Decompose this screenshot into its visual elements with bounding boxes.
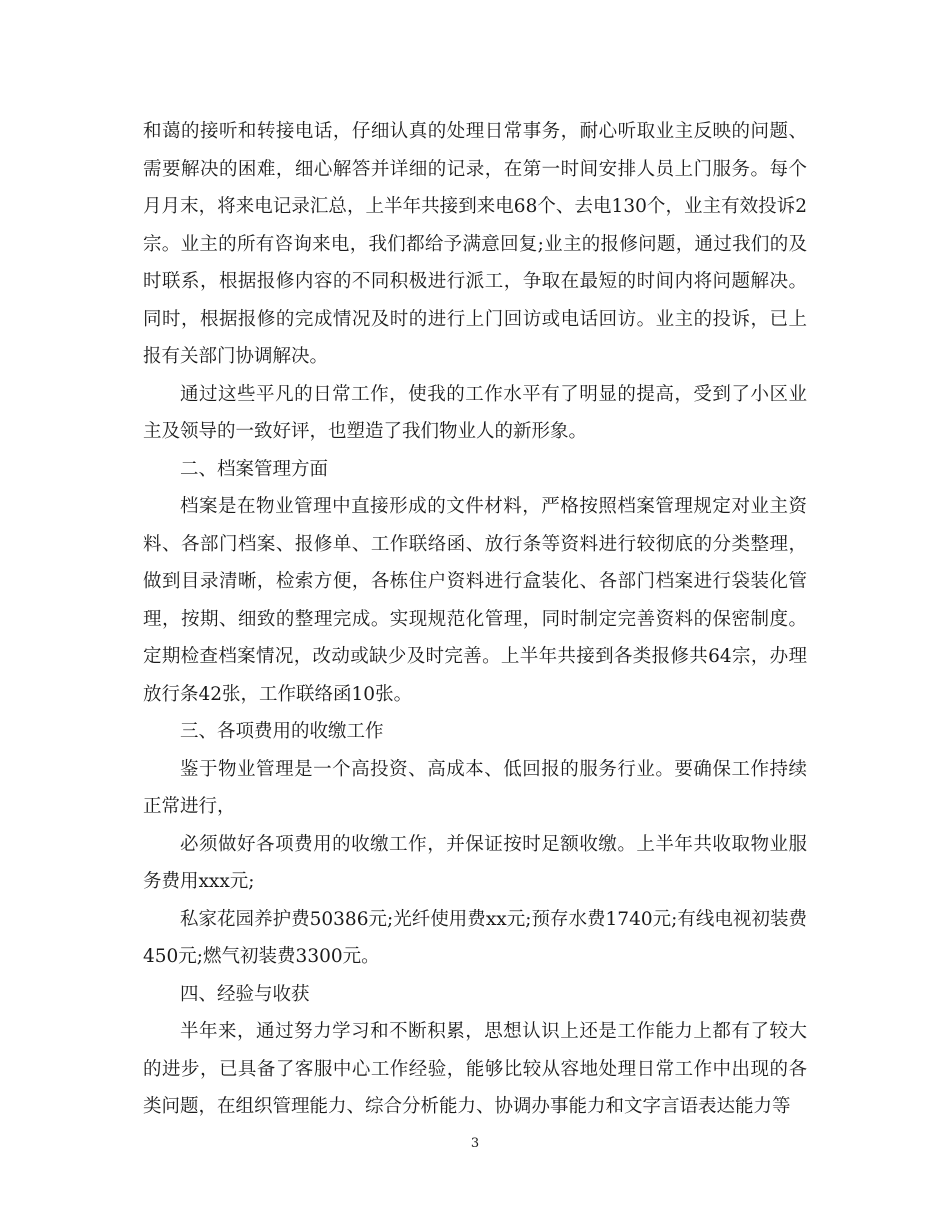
section-heading-fee-collection: 三、各项费用的收缴工作 [180, 721, 384, 742]
section-heading-archive-management: 二、档案管理方面 [180, 458, 329, 480]
paragraph-fee-collection: 必须做好各项费用的收缴工作，并保证按时足额收缴。上半年共收取物业服务费用xxx元; [143, 833, 807, 892]
paragraph-work-summary: 通过这些平凡的日常工作，使我的工作水平有了明显的提高，受到了小区业主及领导的一致好评，也塑造了我们物业人的新形象。 [143, 383, 807, 442]
paragraph-archive-management: 档案是在物业管理中直接形成的文件材料，严格按照档案管理规定对业主资料、各部门档案、报修单、工作联络函、放行条等资料进行较彻底的分类整理，做到目录清晰，检索方便，各栋住户资料进行盒装化、各部门档案进行袋装化管理，按期、细致的整理完成。实现规范化管理，同时制定完善资料的保密制度。定期检查档案情况，改动或缺少及时完善。上半年共接到各类报修共64宗，办理放行条42张，工作联络函10张。 [143, 496, 807, 705]
section-heading-experience: 四、经验与收获 [180, 983, 310, 1005]
paragraph-phone-service: 和蔼的接听和转接电话，仔细认真的处理日常事务，耐心听取业主反映的问题、需要解决的困难，细心解答并详细的记录，在第一时间安排人员上门服务。每个月月末，将来电记录汇总，上半年共接到来电68个、去电130个，业主有效投诉2宗。业主的所有咨询来电，我们都给予满意回复;业主的报修问题，通过我们的及时联系，根据报修内容的不同积极进行派工，争取在最短的时间内将问题解决。同时，根据报修的完成情况及时的进行上门回访或电话回访。业主的投诉，已上报有关部门协调解决。 [143, 121, 807, 367]
document-body [143, 113, 807, 1126]
paragraph-fee-intro: 鉴于物业管理是一个高投资、高成本、低回报的服务行业。要确保工作持续正常进行， [143, 758, 807, 817]
page-number: 3 [470, 1136, 480, 1151]
paragraph-fee-breakdown: 私家花园养护费50386元;光纤使用费xx元;预存水费1740元;有线电视初装费450元;燃气初装费3300元。 [143, 908, 807, 967]
paragraph-experience: 半年来，通过努力学习和不断积累，思想认识上还是工作能力上都有了较大的进步，已具备了客服中心工作经验，能够比较从容地处理日常工作中出现的各类问题，在组织管理能力、综合分析能力、协调办事能力和文字言语表达能力等 [143, 1021, 807, 1117]
